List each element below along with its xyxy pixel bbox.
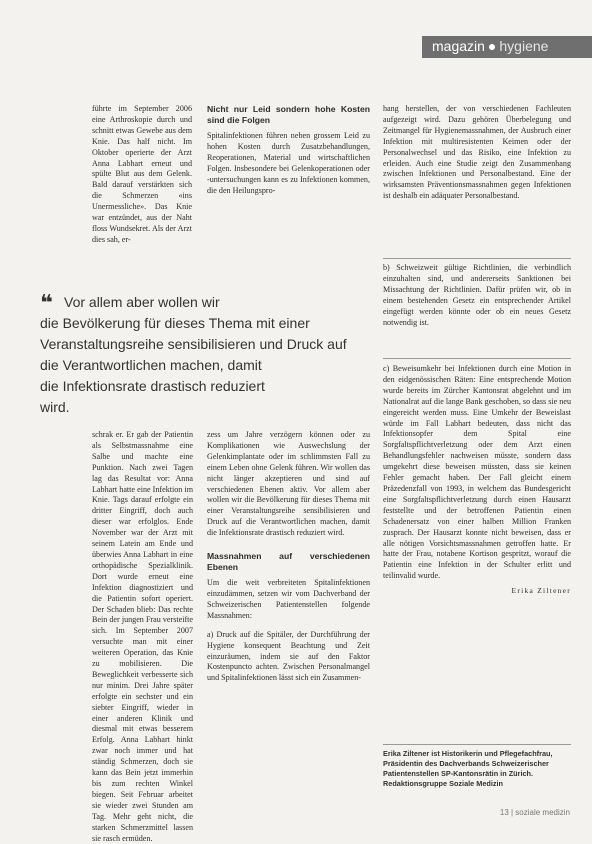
body-text: Spitalinfektionen führen neben grossem Leid zu hohen Kosten durch Zusatzbehandlungen, Reoperationen, Material und wirtschaftlichen Folgen. Insbesondere bei Gelenkoperationen oder -untersuchungen kann es zu Infektionen kommen, die den Heilungspro- — [207, 131, 370, 195]
quote-line: die Bevölkerung für dieses Thema mit einer — [40, 315, 310, 331]
column-3-top — [383, 104, 571, 254]
page-footer — [500, 808, 570, 817]
body-text: a) Druck auf die Spitäler, der Durchführung der Hygiene konsequent Beachtung und Zeit einzuräumen, indem sie auf den Faktor Kostenpuncto achten. Zwischen Personalmangel und Spitalinfektionen lässt sich ein Zusammen- — [207, 629, 370, 683]
divider — [383, 258, 571, 259]
body-text: c) Beweisumkehr bei Infektionen durch eine Motion in den eidgenössischen Räten: Eine entsprechende Motion wurde bereits im Zürcher Kantonsrat abgelehnt und im Nationalrat auf die lange Bank geschoben, so dass sie neu eingereicht werden muss. Eine Umkehr der Beweislast würde im Fall Labhart bedeuten, dass nicht das Infektionsopfer dem Spital eine Sorgfaltspflichtverletzung oder dem Arzt einen Behandlungsfehler nachweisen müsste, sondern dass umgekehrt diese beweisen müssten, dass sie keinen Fehler gemacht haben. Der Fall gleicht einem Präzedenzfall von 1993, in welchem das Bundesgericht eine Sorgfaltspflichtverletzung durch einen Hausarzt feststellte und der betroffenen Patientin einen Schadenersatz von einer halben Million Franken zusprach. Der Hausarzt konnte nicht beweisen, dass er alle nötigen Vorsichtsmassnahmen getroffen hatte. Er hatte der Frau, notabene Kortison gespritzt, worauf die Patientin eine Infektion in der Schulter erlitt und teilinvalid wurde. — [383, 364, 571, 581]
quote-line: wird. — [40, 399, 70, 415]
body-text: hang herstellen, der von verschiedenen Fachleuten aufgezeigt wird. Dazu gehören Überbelegung und Zeitmangel für Hygienemassnahmen, der Ausbruch einer Infektion mit multiresistenten Keimen oder der Personalwechsel und das Risiko, eine Infektion zu erleiden. Auch eine Studie zeigt den Zusammenhang zwischen Infektionen und Personalbestand. Eine der wirksamsten Präventionsmassnahmen gegen Infektionen ist deshalb ein adäquater Personalbestand. — [383, 104, 571, 201]
subheading-costs: Nicht nur Leid sondern hohe Kosten sind die Folgen — [207, 104, 370, 125]
quote-line: Vor allem aber wollen wir — [64, 294, 220, 310]
body-text: b) Schweizweit gültige Richtlinien, die verbindlich einzuhalten sind, und andererseits Sanktionen bei Missachtung der Richtlinien. Dafür prüfen wir, ob in einem bestehenden Gesetz ein entsprechender Artikel eingefügt werden könnte oder ob ein neues Gesetz notwendig ist. — [383, 263, 571, 327]
divider — [383, 744, 571, 745]
quote-line: die Verantwortlichen machen, damit — [40, 357, 262, 373]
quote-line: Veranstaltungsreihe sensibilisieren und Druck auf — [40, 336, 347, 352]
section-header-tab — [422, 36, 592, 58]
column-2-top — [207, 104, 370, 224]
quotation-mark-icon: ❝ — [40, 291, 53, 316]
body-text: schrak er. Er gab der Patientin als Selbstmassnahme eine Salbe und machte eine Punktion. Nach zwei Tagen lag das Resultat vor: Anna Labhart hatte eine Infektion im Knie. Tags darauf erfolgte ein dritter Eingriff, doch auch dieser war erfolglos. Ende November war der Arzt mit seinem Latein am Ende und überwies Anna Labhart in eine orthopädische Spezialklinik. Dort wurde erneut eine Infektion diagnostiziert und die Patientin sofort operiert. Der Schaden blieb: Das rechte Bein der jungen Frau versteifte sich. Im September 2007 versuchte man mit einer weiteren Operation, das Knie zu mobilisieren. Die Beweglichkeit verbesserte sich nur minim. Drei Jahre später erfolgte ein sechster und ein siebter Eingriff, wieder in einer anderen Klinik und diesmal mit etwas besserem Erfolg. Anna Labhart hinkt zwar noch immer und hat ständig Schmerzen, doch sie kann das Bein jetzt immerhin bis zum rechten Winkel biegen. Seit Februar arbeitet sie wieder zwei Stunden am Tag. Mehr geht nicht, die starken Schmerzmittel lassen sie rasch ermüden. — [92, 430, 193, 843]
bullet-dot-icon: ● — [487, 38, 497, 54]
pull-quote — [40, 292, 390, 418]
author-signature: Erika Ziltener — [511, 586, 571, 596]
column-2-bottom — [207, 430, 370, 800]
section-header-text — [432, 38, 548, 54]
quote-line: die Infektionsrate drastisch reduziert — [40, 378, 265, 394]
footer-label: 13 | soziale medizin — [499, 808, 570, 817]
magazine-label: magazin — [432, 38, 485, 54]
column-1-bottom — [92, 430, 193, 843]
section-label: hygiene — [499, 38, 549, 54]
author-bio: Erika Ziltener ist Historikerin und Pflegefachfrau, Präsidentin des Dachverbands Schweizerischer Patientenstellen SP-Kantonsrätin in Zürich. Redaktionsgruppe Soziale Medizin — [383, 749, 553, 788]
body-text: Um die weit verbreiteten Spitalinfektionen einzudämmen, setzen wir vom Dachverband der Schweizerischen Patientenstellen folgende Massnahmen: — [207, 578, 370, 620]
divider — [383, 358, 571, 359]
column-3-point-b — [383, 263, 571, 353]
body-text: zess um Jahre verzögern können oder zu Komplikationen wie Auswechslung der Gelenkimplantate oder im schlimmsten Fall zu einem Leben ohne Gelenk führen. Wir wollen das nicht länger akzeptieren und sind auf verschiedenen Ebenen aktiv. Vor allem aber wollen wir die Bevölkerung für dieses Thema mit einer Veranstaltungsreihe sensibilisieren und Druck auf die Verantwortlichen machen, damit die Infektionsrate drastisch reduziert wird. — [207, 430, 370, 538]
body-text: führte im September 2006 eine Arthroskopie durch und schnitt etwas Gewebe aus dem Knie. Das half nicht. Im Oktober operierte der Arzt Anna Labhart erneut und spülte Blut aus dem Gelenk. Bald darauf verstärkten sich die Schmerzen «ins Unermessliche». Das Knie war entzündet, aus der Naht floss Wundsekret. Als der Arzt dies sah, er- — [92, 104, 192, 244]
subheading-measures: Massnahmen auf verschiedenen Ebenen — [207, 551, 370, 573]
column-1-top — [92, 104, 192, 244]
column-3-point-c — [383, 364, 571, 744]
